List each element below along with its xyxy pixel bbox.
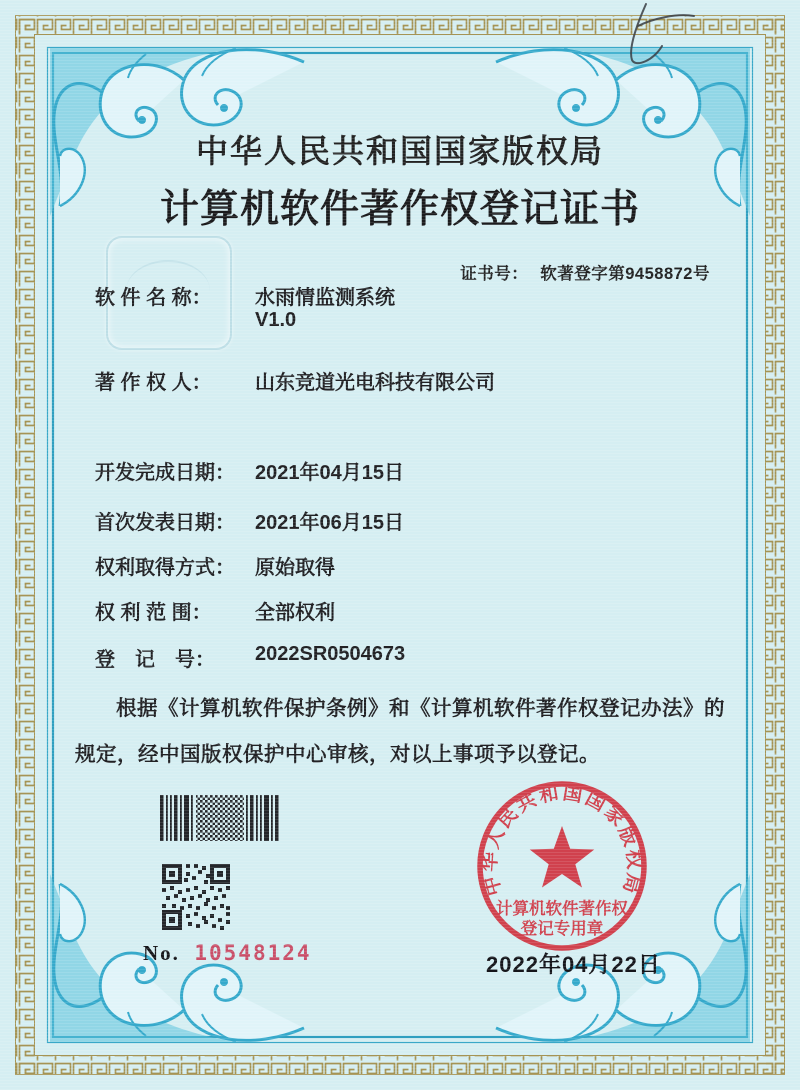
issuing-authority-title: 中华人民共和国国家版权局 <box>195 133 604 169</box>
issue-date: 2022年04月22日 <box>486 952 661 977</box>
field-value: 2021年06月15日 <box>255 512 404 534</box>
field-row-rights-scope <box>95 596 755 624</box>
pen-mark <box>598 0 708 75</box>
field-label: 软 件 名 称： <box>95 287 212 309</box>
seal-line1: 计算机软件著作权 <box>496 900 628 918</box>
field-label: 著 作 权 人： <box>95 372 212 394</box>
field-row-software-name <box>95 281 755 309</box>
certificate-number-value: 软著登字第9458872号 <box>540 265 710 283</box>
certificate-number-label: 证书号： <box>460 265 529 283</box>
field-row-first-publish-date <box>95 506 755 534</box>
star-icon <box>530 826 595 888</box>
field-label: 首次发表日期： <box>95 512 235 534</box>
field-label: 开发完成日期： <box>95 462 235 484</box>
field-label: 登 记 号： <box>95 649 215 671</box>
field-label: 权利取得方式： <box>95 557 235 579</box>
seal-line2: 登记专用章 <box>520 920 604 938</box>
field-row-registration-number <box>95 643 755 671</box>
field-value: 原始取得 <box>255 557 335 579</box>
field-row-acquisition-method <box>95 551 755 579</box>
field-label: 权 利 范 围： <box>95 602 212 624</box>
software-version: V1.0 <box>255 309 297 331</box>
field-value: 山东竞道光电科技有限公司 <box>255 372 495 394</box>
field-value: 水雨情监测系统 <box>255 287 395 309</box>
seal-arc-text: 中华人民共和国国家版权局 <box>478 781 646 899</box>
serial-number-value: 10548124 <box>194 941 312 965</box>
field-value: 2021年04月15日 <box>255 462 404 484</box>
registration-statement: 根据《计算机软件保护条例》和《计算机软件著作权登记办法》的规定，经中国版权保护中心审核，对以上事项予以登记。 <box>75 697 725 766</box>
qr-code-image <box>160 862 232 932</box>
field-value: 2022SR0504673 <box>255 643 406 665</box>
certificate-title: 计算机软件著作权登记证书 <box>159 188 640 231</box>
field-value: 全部权利 <box>255 602 335 624</box>
serial-number-label: No. <box>143 941 180 965</box>
barcode-image <box>160 795 280 841</box>
field-row-copyright-owner <box>95 366 755 394</box>
field-row-completion-date <box>95 456 755 484</box>
serial-number <box>143 941 312 966</box>
